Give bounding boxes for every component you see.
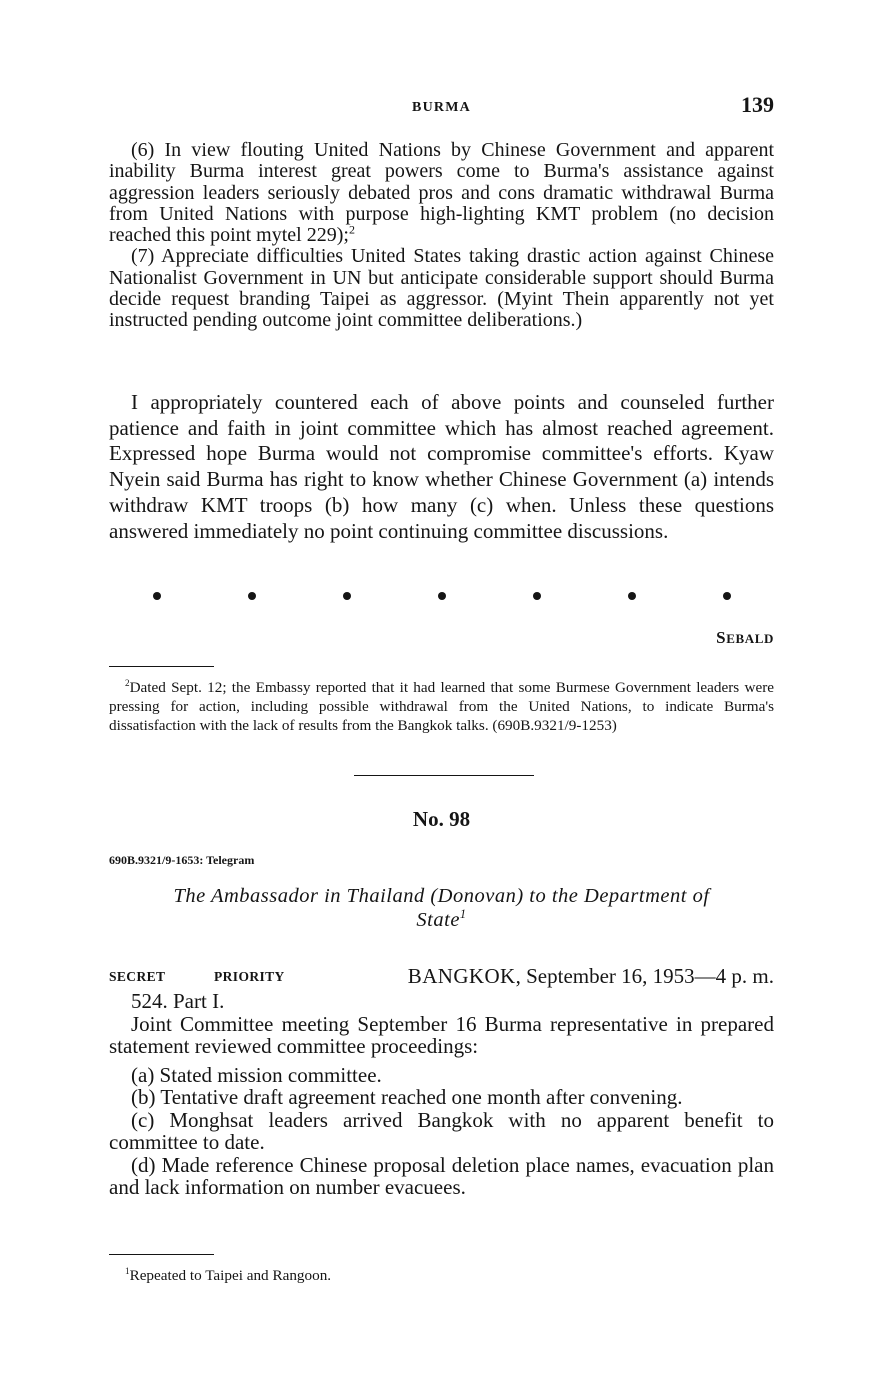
- response-paragraph: I appropriately countered each of above points and counseled further patience and faith in joint committee which has almost reached agreement. Expressed hope Burma would not compromise committee's efforts. Kyaw Nyein said Burma has right to know whether Chinese Government (a) intends withdraw KMT troops (b) how many (c) when. Unless these questions answered immediately no point continuing committee discussions.: [109, 390, 774, 543]
- ellipsis-dot: [343, 592, 351, 600]
- telegram-intro: Joint Committee meeting September 16 Burma representative in prepared statement reviewed committee proceedings:: [109, 1011, 774, 1058]
- ellipsis-dot: [438, 592, 446, 600]
- dateline: [109, 964, 774, 990]
- point-6: (6) In view flouting United Nations by Chinese Government and apparent inability Burma interest great powers come to Burma's assistance against aggression leaders seriously debated pros and cons dramatic withdrawal Burma from United Nations with purpose high-lighting KMT problem (no decision reached this point mytel 229);$^2$: [109, 139, 774, 247]
- point-7: (7) Appreciate difficulties United States taking drastic action against Chinese Nationalist Government in UN but anticipate considerable support should Burma decide request branding Taipei as aggressor. (Myint Thein apparently not yet instructed pending outcome joint committee deliberations.): [109, 245, 774, 332]
- telegram-number: 524. Part I.: [131, 989, 225, 1013]
- response-paragraph-block: [109, 390, 774, 544]
- precedence: PRIORITY: [214, 969, 285, 984]
- footnote-ref-1: 1: [459, 907, 467, 922]
- document-number: No. 98: [412, 807, 471, 831]
- footnote-2: [109, 678, 774, 736]
- list-item: (d) Made reference Chinese proposal deletion place names, evacuation plan and lack information on number evacuees.: [109, 1152, 774, 1199]
- signature: SEBALD: [716, 628, 774, 647]
- continued-points: [109, 140, 774, 332]
- classification: SECRET: [109, 969, 166, 984]
- ellipsis-dot: [723, 592, 731, 600]
- footnote-rule: [109, 666, 214, 667]
- ellipsis-dot: [628, 592, 636, 600]
- running-head: [109, 92, 774, 122]
- footnote-rule: [109, 1254, 214, 1255]
- place-and-date: [408, 964, 774, 989]
- ellipsis-dot: [533, 592, 541, 600]
- title-line-2: State$^1$: [416, 907, 467, 931]
- omission-ellipsis: [153, 592, 730, 606]
- title-line-1: The Ambassador in Thailand (Donovan) to the Department of: [173, 885, 710, 907]
- ellipsis-dot: [153, 592, 161, 600]
- running-title: BURMA: [412, 100, 471, 115]
- place: BANGKOK: [407, 964, 516, 988]
- ellipsis-dot: [248, 592, 256, 600]
- document-title: [109, 884, 774, 932]
- section-separator: [354, 775, 534, 776]
- page-number: 139: [741, 92, 774, 117]
- footnote-1: [109, 1266, 774, 1285]
- file-reference: 690B.9321/9-1653: Telegram: [109, 853, 255, 867]
- list-item: (c) Monghsat leaders arrived Bangkok with no apparent benefit to committee to date.: [109, 1107, 774, 1154]
- list-item: (a) Stated mission committee.: [131, 1062, 382, 1087]
- footnote-text: Repeated to Taipei and Rangoon.: [129, 1267, 332, 1284]
- footnote-text: Dated Sept. 12; the Embassy reported that it had learned that some Burmese Government leaders were pressing for action, including possible withdrawal from the United Nations, to indicate Burma's dissatisfaction with the lack of results from the Bangkok talks. (690B.9321/9-1253): [109, 679, 774, 735]
- list-item: (b) Tentative draft agreement reached one month after convening.: [131, 1085, 683, 1109]
- footnote-ref-2: 2: [348, 222, 355, 237]
- footnote-marker: 1: [125, 1265, 130, 1276]
- telegram-body: [109, 990, 774, 1199]
- date-time: , September 16, 1953—4 p. m.: [515, 964, 774, 988]
- footnote-marker: 2: [125, 677, 130, 688]
